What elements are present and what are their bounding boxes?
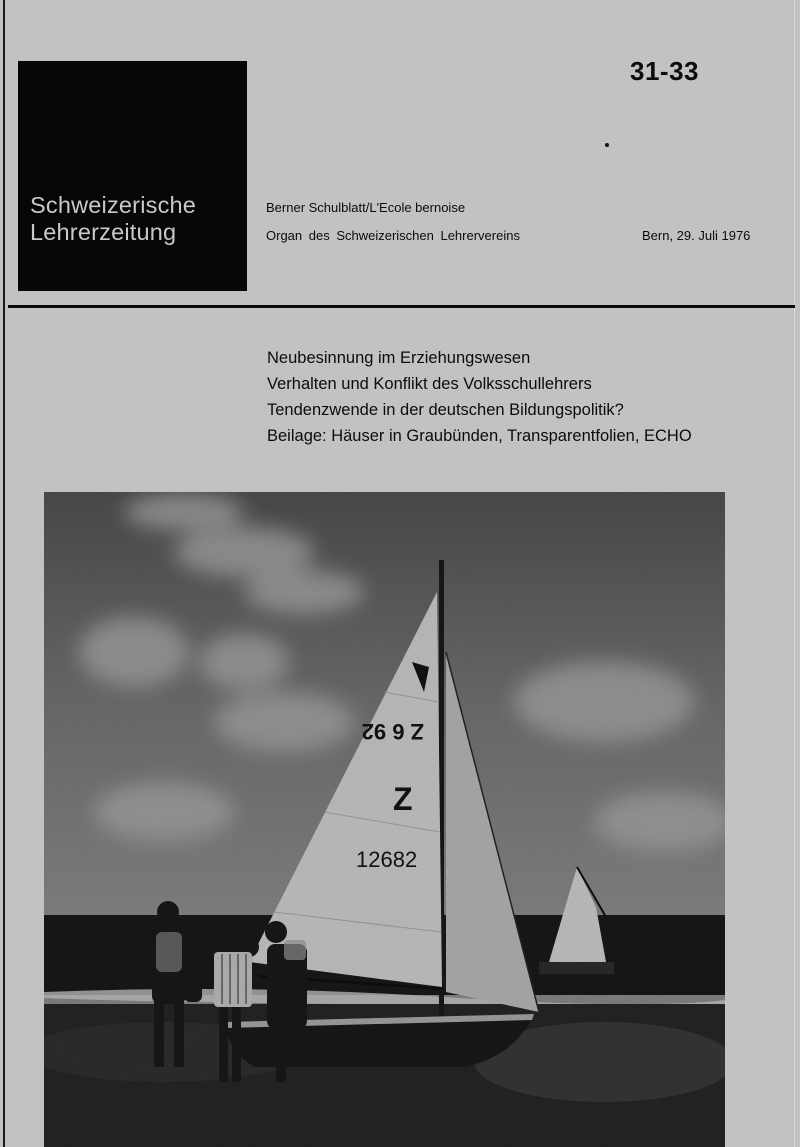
sail-marking-top: Z 6 92 xyxy=(361,719,424,744)
horizontal-rule xyxy=(8,305,795,308)
masthead-title-line2: Lehrerzeitung xyxy=(30,219,177,245)
issue-date: Bern, 29. Juli 1976 xyxy=(642,228,751,243)
headline-item: Verhalten und Konflikt des Volksschullehrers xyxy=(267,375,592,393)
masthead-title xyxy=(30,192,196,246)
page-edge-left xyxy=(3,0,5,1147)
sail-marking-z: Z xyxy=(393,781,413,817)
cover-photo xyxy=(44,492,725,1147)
headline-item: Beilage: Häuser in Graubünden, Transparentfolien, ECHO xyxy=(267,427,692,445)
headline-list xyxy=(267,345,692,449)
masthead-title-line1: Schweizerische xyxy=(30,192,197,218)
headline-item: Neubesinnung im Erziehungswesen xyxy=(267,349,531,367)
page-edge-right xyxy=(794,0,795,1147)
masthead-block xyxy=(18,61,247,291)
issue-number: 31-33 xyxy=(630,56,699,86)
print-speck xyxy=(605,143,609,147)
sail-marking-number: 12682 xyxy=(356,847,418,872)
headline-item: Tendenzwende in der deutschen Bildungspolitik? xyxy=(267,401,624,419)
subtitle-berner-schulblatt: Berner Schulblatt/L'Ecole bernoise xyxy=(266,200,466,215)
subtitle-organ: Organ des Schweizerischen Lehrervereins xyxy=(266,228,520,243)
